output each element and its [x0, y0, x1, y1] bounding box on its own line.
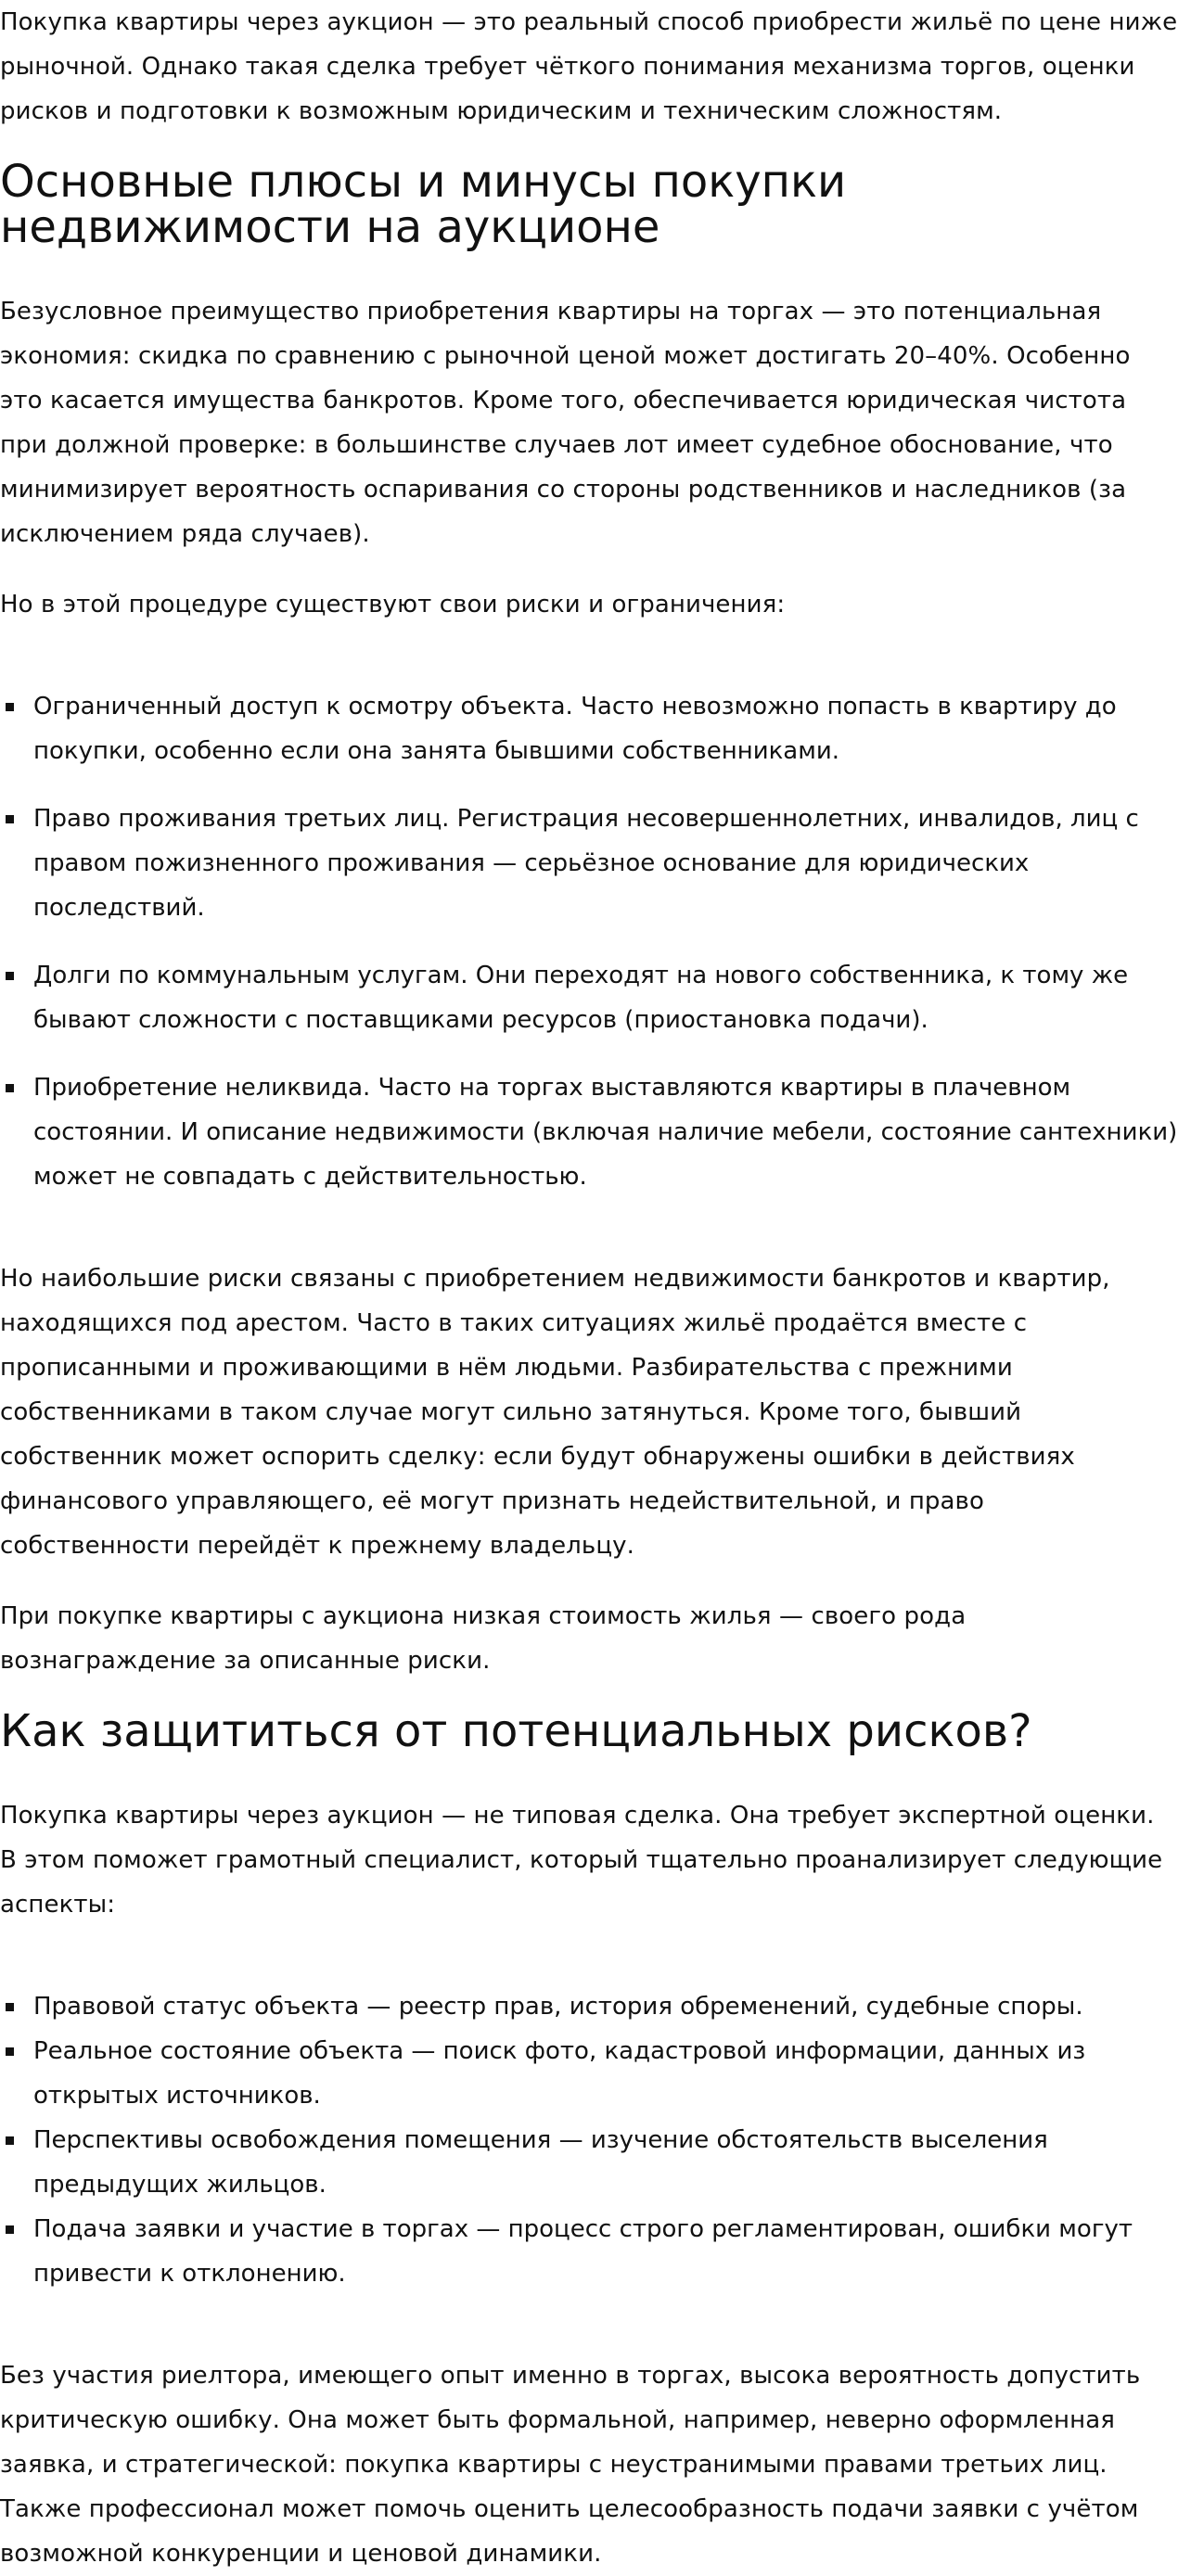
reward-paragraph: При покупке квартиры с аукциона низкая стоимость жилья — своего рода вознаграждение за описанные риски.: [0, 1602, 967, 1675]
list-item: Право проживания третьих лиц. Регистрация несовершеннолетних, инвалидов, лиц с правом пожизненного проживания — серьёзное основание для юридических последствий.: [0, 797, 1178, 930]
list-item: Правовой статус объекта — реестр прав, история обременений, судебные споры.: [0, 1984, 1178, 2029]
list-item: Ограниченный доступ к осмотру объекта. Часто невозможно попасть в квартиру до покупки, особенно если она занята бывшими собственниками.: [0, 684, 1178, 773]
aspects-list: [0, 1984, 1178, 2296]
risks-list: [0, 684, 1178, 1199]
section-heading-pros-cons: Основные плюсы и минусы покупки недвижимости на аукционе: [0, 156, 847, 253]
expert-paragraph: Покупка квартиры через аукцион — не типовая сделка. Она требует экспертной оценки. В этом поможет грамотный специалист, который тщательно проанализирует следующие аспекты:: [0, 1802, 1163, 1919]
main-risks-paragraph: Но наибольшие риски связаны с приобретением недвижимости банкротов и квартир, находящихся под арестом. Часто в таких ситуациях жильё продаётся вместе с прописанными и проживающими в нём людьми. Разбирательства с прежними собственниками в таком случае могут сильно затянуться. Кроме того, бывший собственник может оспорить сделку: если будут обнаружены ошибки в действиях финансового управляющего, её могут признать недействительной, и право собственности перейдёт к прежнему владельцу.: [0, 1265, 1110, 1560]
list-item: Подача заявки и участие в торгах — процесс строго регламентирован, ошибки могут привести к отклонению.: [0, 2207, 1178, 2296]
list-item: Долги по коммунальным услугам. Они переходят на нового собственника, к тому же бывают сложности с поставщиками ресурсов (приостановка подачи).: [0, 953, 1178, 1042]
section-heading-protection: Как защититься от потенциальных рисков?: [0, 1705, 1032, 1757]
list-item: Перспективы освобождения помещения — изучение обстоятельств выселения предыдущих жильцов.: [0, 2118, 1178, 2207]
list-item: Приобретение неликвида. Часто на торгах выставляются квартиры в плачевном состоянии. И описание недвижимости (включая наличие мебели, состояние сантехники) может не совпадать с действительностью.: [0, 1065, 1178, 1199]
realtor-paragraph: Без участия риелтора, имеющего опыт именно в торгах, высока вероятность допустить критическую ошибку. Она может быть формальной, например, неверно оформленная заявка, и стратегической: покупка квартиры с неустранимыми правами третьих лиц. Также профессионал может помочь оценить целесообразность подачи заявки с учётом возможной конкуренции и ценовой динамики.: [0, 2362, 1141, 2568]
list-item: Реальное состояние объекта — поиск фото, кадастровой информации, данных из открытых источников.: [0, 2029, 1178, 2118]
advantages-paragraph: Безусловное преимущество приобретения квартиры на торгах — это потенциальная экономия: скидка по сравнению с рыночной ценой может достигать 20–40%. Особенно это касается имущества банкротов. Кроме того, обеспечивается юридическая чистота при должной проверке: в большинстве случаев лот имеет судебное обоснование, что минимизирует вероятность оспаривания со стороны родственников и наследников (за исключением ряда случаев).: [0, 298, 1131, 548]
risks-intro-paragraph: Но в этой процедуре существуют свои риски и ограничения:: [0, 591, 786, 618]
intro-paragraph: Покупка квартиры через аукцион — это реальный способ приобрести жильё по цене ниже рыночной. Однако такая сделка требует чёткого понимания механизма торгов, оценки рисков и подготовки к возможным юридическим и техническим сложностям.: [0, 8, 1178, 125]
